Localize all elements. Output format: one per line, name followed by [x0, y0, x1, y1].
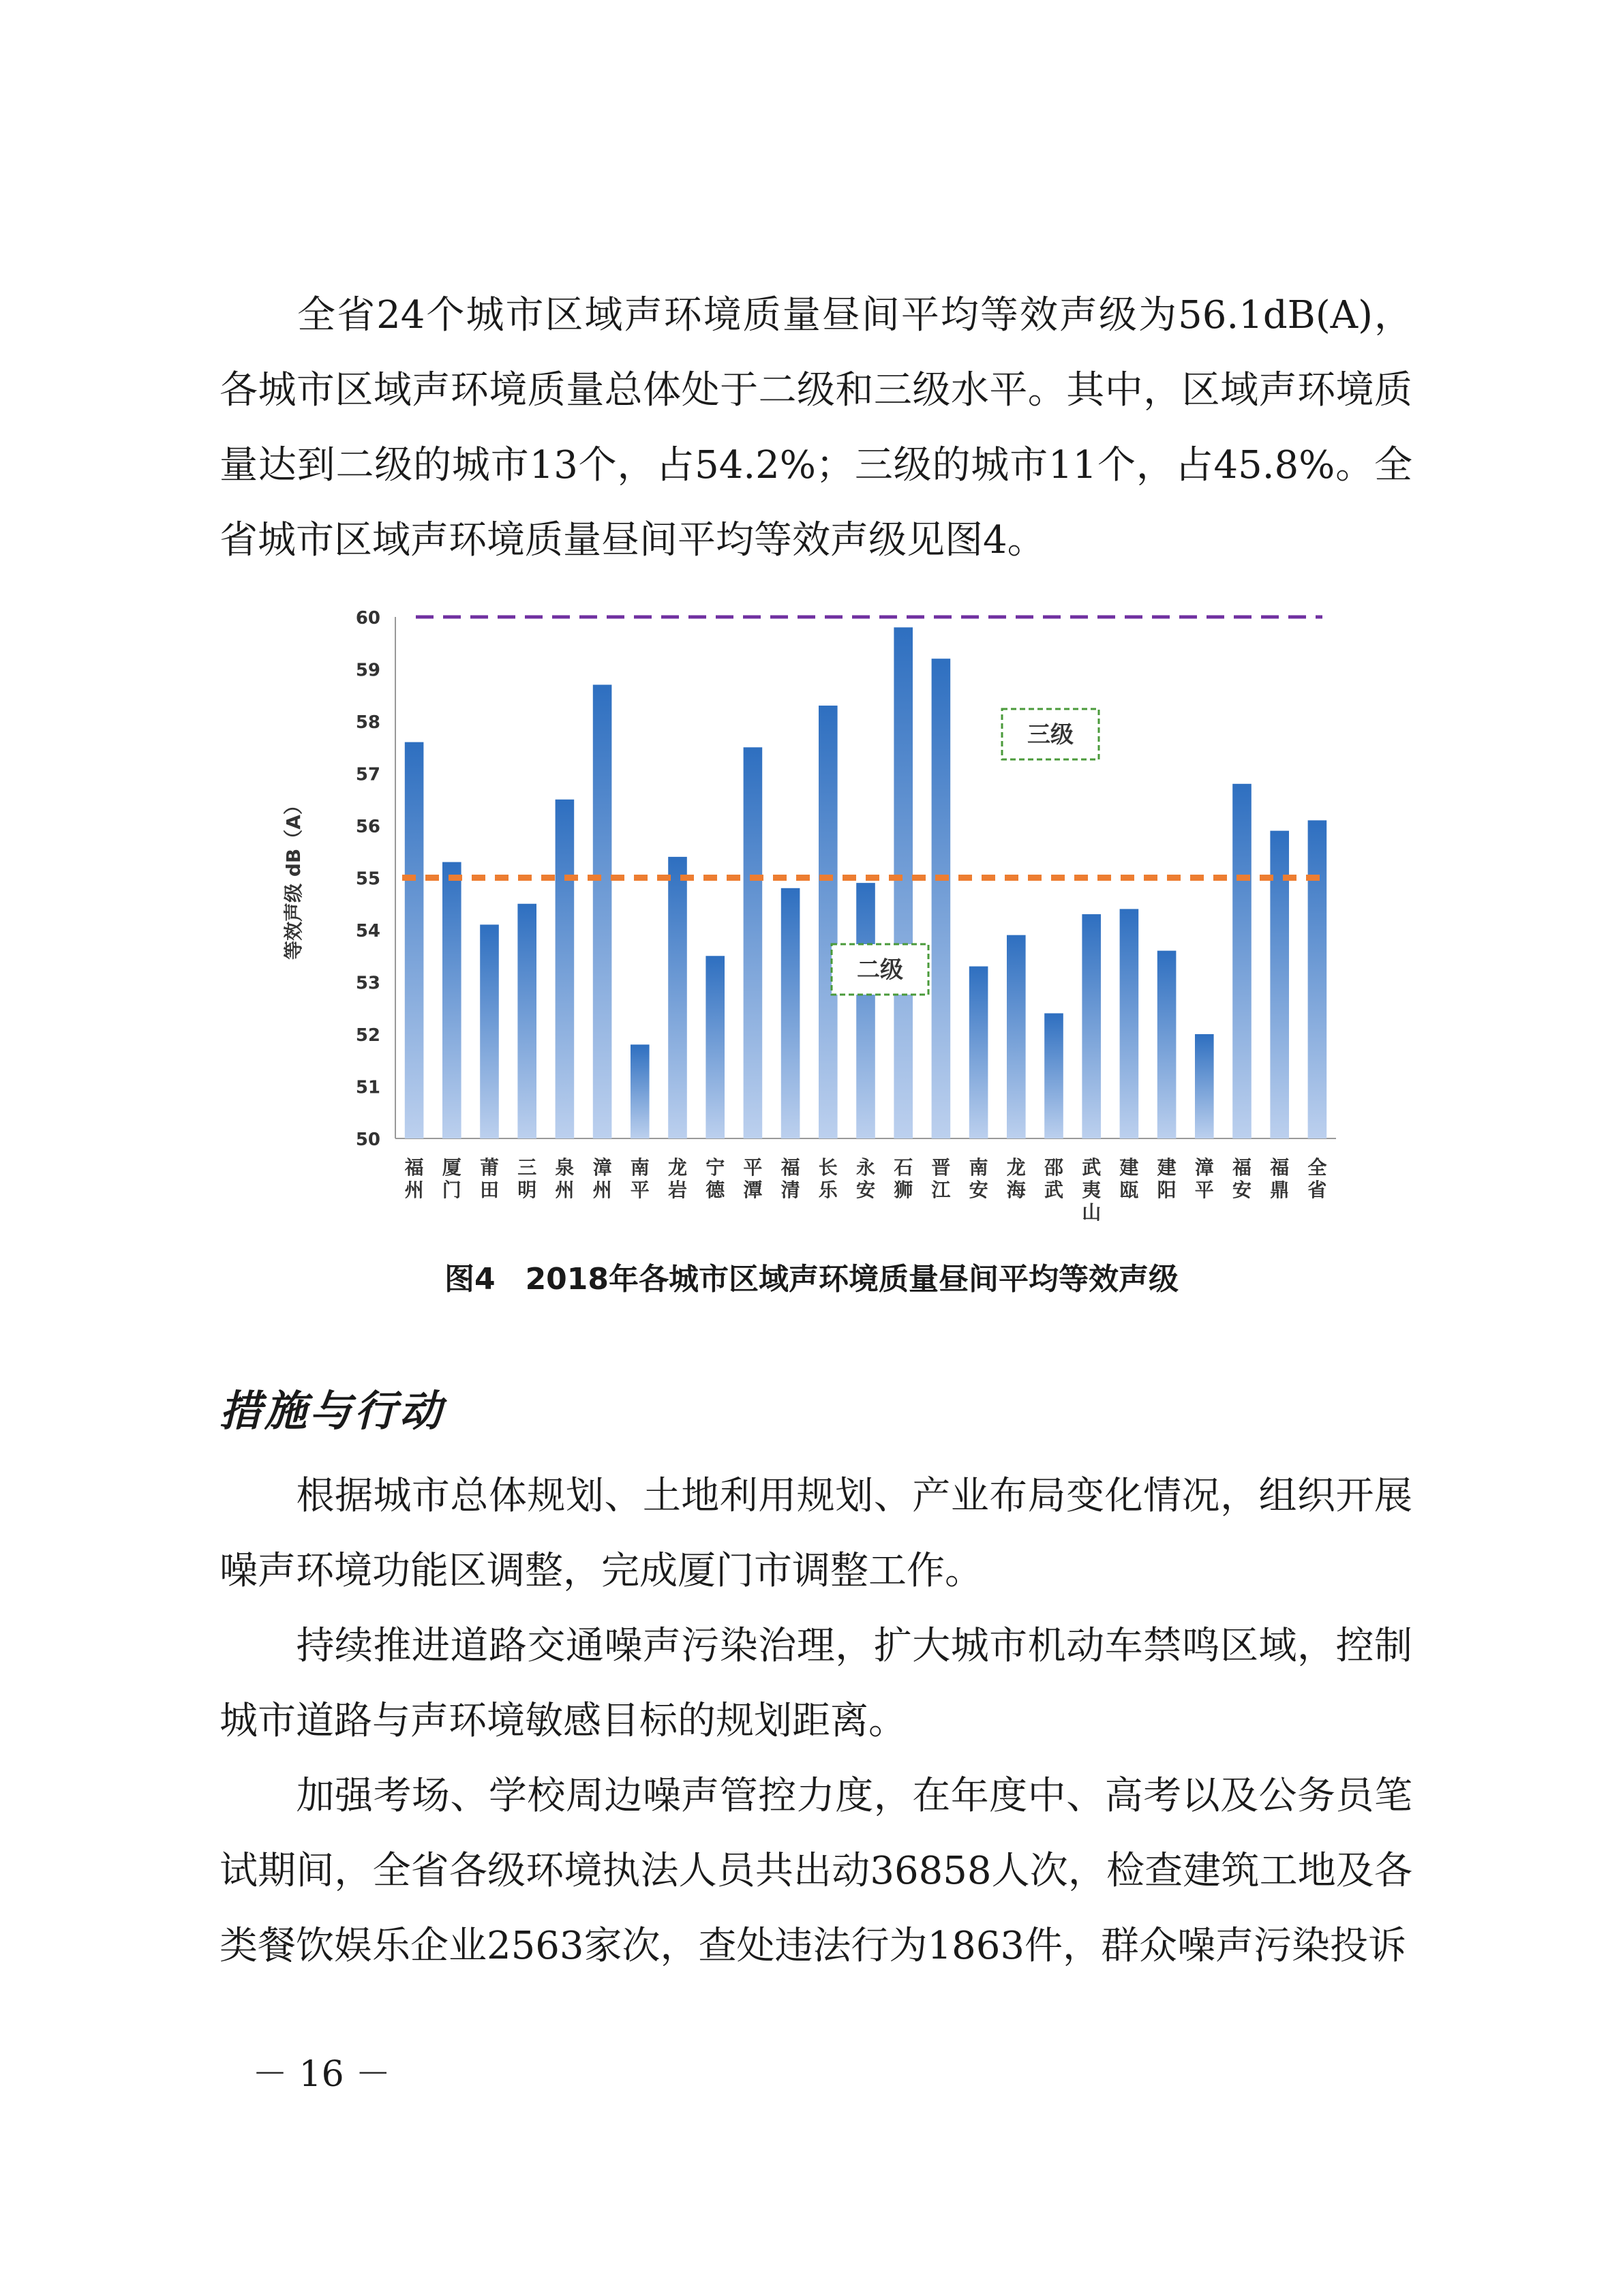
bar	[405, 742, 424, 1138]
y-tick-label: 56	[355, 817, 380, 837]
grade-3-label: 三级	[1027, 721, 1074, 749]
x-tick-label: 福清	[780, 1156, 800, 1201]
x-tick-label: 永安	[855, 1156, 876, 1201]
bar	[517, 904, 536, 1138]
paragraph-3-text: 持续推进道路交通噪声污染治理，扩大城市机动车禁鸣区域，控制城市道路与声环境敏感目标的规划距离。	[219, 1624, 1412, 1743]
x-tick-label: 莆田	[479, 1156, 500, 1201]
bar-chart	[273, 586, 1363, 1227]
bar	[1308, 820, 1327, 1138]
x-tick-label: 龙岩	[667, 1156, 688, 1201]
y-tick-label: 59	[355, 660, 380, 681]
grade-2-label: 二级	[857, 956, 903, 984]
bar	[593, 684, 612, 1138]
bar	[1082, 914, 1101, 1138]
bar	[856, 883, 875, 1138]
bar	[894, 627, 913, 1138]
bar	[556, 800, 575, 1138]
bar	[781, 888, 800, 1138]
bar	[1232, 784, 1252, 1138]
x-tick-label: 福州	[404, 1156, 424, 1201]
paragraph-4	[219, 1759, 1412, 1984]
x-tick-label: 福鼎	[1270, 1156, 1290, 1201]
y-tick-label: 53	[355, 973, 380, 994]
y-tick-label: 58	[355, 712, 380, 733]
x-tick-label: 泉州	[555, 1156, 575, 1201]
x-tick-label: 南平	[630, 1156, 650, 1201]
paragraph-4-text: 加强考场、学校周边噪声管控力度，在年度中、高考以及公务员笔试期间，全省各级环境执法人员共出动36858人次，检查建筑工地及各类餐饮娱乐企业2563家次，查处违法行为1863件，群众噪声污染投诉	[219, 1774, 1412, 1968]
paragraph-3	[219, 1609, 1412, 1759]
bar	[969, 967, 988, 1138]
x-tick-label: 晋江	[931, 1156, 951, 1201]
x-tick-label: 漳州	[592, 1156, 612, 1201]
bar	[480, 924, 499, 1138]
bar	[1195, 1034, 1214, 1138]
x-tick-label: 石狮	[894, 1156, 913, 1201]
x-tick-label: 厦门	[442, 1156, 461, 1201]
bar	[442, 862, 461, 1138]
x-tick-label: 建瓯	[1119, 1156, 1139, 1201]
section-heading: 措施与行动	[219, 1386, 445, 1436]
y-tick-label: 51	[355, 1077, 380, 1098]
y-tick-label: 60	[355, 608, 380, 629]
x-tick-label: 三明	[517, 1156, 537, 1201]
bar	[932, 659, 951, 1138]
bar	[631, 1044, 650, 1138]
bar	[1120, 909, 1139, 1138]
x-tick-label: 南安	[969, 1156, 988, 1201]
paragraph-1	[219, 278, 1412, 578]
paragraph-2	[219, 1459, 1412, 1609]
x-tick-label: 建阳	[1157, 1156, 1177, 1201]
bar	[668, 857, 687, 1138]
bar	[744, 747, 763, 1138]
paragraph-1-text: 全省24个城市区域声环境质量昼间平均等效声级为56.1dB(A)，各城市区域声环境质量总体处于二级和三级水平。其中，区域声环境质量达到二级的城市13个，占54.2%；三级的城市11个，占45.8%。全省城市区域声环境质量昼间平均等效声级见图4。	[219, 293, 1412, 562]
y-tick-label: 50	[355, 1130, 380, 1150]
x-tick-label: 全省	[1307, 1156, 1327, 1201]
y-tick-label: 54	[355, 921, 380, 941]
page-number: － 16 －	[252, 2054, 391, 2095]
x-tick-label: 平潭	[743, 1156, 763, 1201]
y-tick-label: 55	[355, 868, 380, 890]
y-tick-label: 57	[355, 764, 380, 785]
x-tick-label: 龙海	[1006, 1156, 1026, 1201]
bar	[1007, 935, 1026, 1138]
figure-caption: 图4 2018年各城市区域声环境质量昼间平均等效声级	[444, 1262, 1179, 1297]
x-tick-label: 长乐	[818, 1156, 838, 1201]
y-axis-label: 等效声级 dB（A）	[282, 796, 305, 960]
bar	[1044, 1013, 1063, 1138]
x-tick-label: 武夷山	[1082, 1156, 1102, 1224]
y-tick-label: 52	[355, 1025, 380, 1046]
bar	[1157, 951, 1177, 1138]
bar	[819, 706, 838, 1138]
x-tick-label: 漳平	[1194, 1156, 1214, 1201]
bar	[706, 956, 725, 1138]
x-tick-label: 邵武	[1044, 1156, 1064, 1201]
x-tick-label: 福安	[1232, 1156, 1252, 1201]
x-tick-label: 宁德	[706, 1156, 725, 1201]
paragraph-2-text: 根据城市总体规划、土地利用规划、产业布局变化情况，组织开展噪声环境功能区调整，完成厦门市调整工作。	[219, 1474, 1412, 1593]
